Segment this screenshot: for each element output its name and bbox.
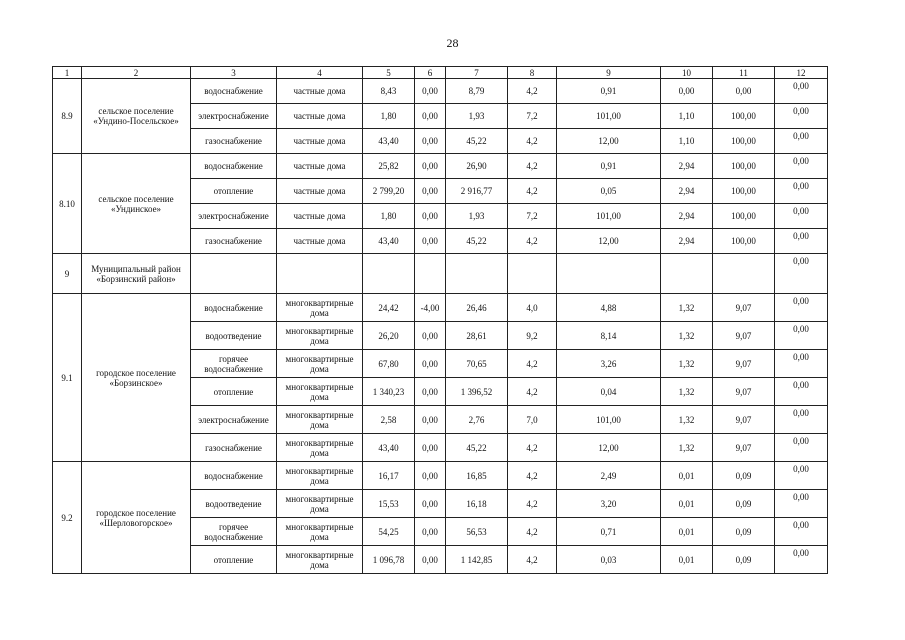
section-code-cell: 8.10 [53,154,82,254]
value-cell-col8: 4,2 [508,79,557,104]
service-cell: электроснабжение [191,204,277,229]
settlement-name-cell: городское поселение «Борзинское» [82,294,191,462]
value-cell-col11: 100,00 [713,129,775,154]
value-cell-col9: 0,71 [557,518,661,546]
value-cell-col8: 4,0 [508,294,557,322]
value-cell-col11: 9,07 [713,406,775,434]
value-cell-col12: 0,00 [775,546,828,574]
value-cell-col9: 12,00 [557,434,661,462]
value-cell-col9: 2,49 [557,462,661,490]
value-cell-col10: 1,10 [661,104,713,129]
value-cell-col11: 100,00 [713,179,775,204]
value-cell-col5: 16,17 [363,462,415,490]
value-cell-col7: 1,93 [446,204,508,229]
value-cell-col7: 26,46 [446,294,508,322]
value-cell-col10: 1,32 [661,406,713,434]
value-cell-col6: 0,00 [415,79,446,104]
value-cell-col5: 43,40 [363,129,415,154]
value-cell-col9: 8,14 [557,322,661,350]
value-cell-col10: 1,32 [661,350,713,378]
value-cell-col5: 43,40 [363,434,415,462]
value-cell-col11: 100,00 [713,104,775,129]
value-cell-col8: 4,2 [508,546,557,574]
value-cell-col9: 0,04 [557,378,661,406]
value-cell-col7: 8,79 [446,79,508,104]
housing-type-cell: частные дома [277,79,363,104]
service-cell [191,254,277,294]
value-cell-col6: 0,00 [415,434,446,462]
column-number: 12 [775,67,828,79]
value-cell-col6: 0,00 [415,490,446,518]
value-cell-col8: 4,2 [508,129,557,154]
housing-type-cell: многоквартирные дома [277,378,363,406]
page-number: 28 [446,36,459,50]
value-cell-col6: 0,00 [415,154,446,179]
housing-type-cell: частные дома [277,129,363,154]
table-row [53,154,828,179]
value-cell-col6: 0,00 [415,350,446,378]
value-cell-col11: 0,00 [713,79,775,104]
service-cell: горячее водоснабжение [191,350,277,378]
value-cell-col8: 4,2 [508,378,557,406]
value-cell-col5: 8,43 [363,79,415,104]
value-cell-col7: 70,65 [446,350,508,378]
value-cell-col5: 25,82 [363,154,415,179]
value-cell-col9: 101,00 [557,204,661,229]
column-number: 4 [277,67,363,79]
service-cell: водоснабжение [191,154,277,179]
value-cell-col8: 4,2 [508,154,557,179]
value-cell-col10: 2,94 [661,179,713,204]
value-cell-col11: 9,07 [713,350,775,378]
column-number: 5 [363,67,415,79]
value-cell-col8: 4,2 [508,518,557,546]
service-cell: отопление [191,378,277,406]
value-cell-col12: 0,00 [775,490,828,518]
service-cell: водоотведение [191,322,277,350]
housing-type-cell: частные дома [277,179,363,204]
value-cell-col12: 0,00 [775,179,828,204]
column-number: 9 [557,67,661,79]
section-code-cell: 9 [53,254,82,294]
section-code-cell: 9.2 [53,462,82,574]
value-cell-col8: 4,2 [508,229,557,254]
value-cell-col6: 0,00 [415,518,446,546]
value-cell-col10: 1,32 [661,294,713,322]
value-cell-col7: 45,22 [446,129,508,154]
value-cell-col12: 0,00 [775,294,828,322]
value-cell-col10: 0,00 [661,79,713,104]
settlement-name-cell: городское поселение «Шерловогорское» [82,462,191,574]
value-cell-col8: 7,0 [508,406,557,434]
value-cell-col5 [363,254,415,294]
value-cell-col6: 0,00 [415,406,446,434]
service-cell: водоснабжение [191,79,277,104]
value-cell-col8: 7,2 [508,104,557,129]
value-cell-col11: 100,00 [713,204,775,229]
housing-type-cell: многоквартирные дома [277,434,363,462]
settlement-name-cell: сельское поселение «Ундинское» [82,154,191,254]
section-code-cell: 9.1 [53,294,82,462]
value-cell-col5: 1,80 [363,104,415,129]
value-cell-col7: 16,85 [446,462,508,490]
value-cell-col11: 9,07 [713,378,775,406]
value-cell-col5: 43,40 [363,229,415,254]
value-cell-col12: 0,00 [775,229,828,254]
data-table [52,66,828,574]
value-cell-col11: 9,07 [713,294,775,322]
table-row [53,462,828,490]
column-number: 3 [191,67,277,79]
value-cell-col12: 0,00 [775,462,828,490]
value-cell-col6: -4,00 [415,294,446,322]
value-cell-col9: 0,05 [557,179,661,204]
value-cell-col8: 9,2 [508,322,557,350]
service-cell: газоснабжение [191,434,277,462]
table-row [53,79,828,104]
value-cell-col10: 1,10 [661,129,713,154]
housing-type-cell: многоквартирные дома [277,322,363,350]
value-cell-col6: 0,00 [415,129,446,154]
value-cell-col6: 0,00 [415,229,446,254]
value-cell-col5: 1 096,78 [363,546,415,574]
value-cell-col12: 0,00 [775,378,828,406]
value-cell-col10: 1,32 [661,378,713,406]
value-cell-col5: 54,25 [363,518,415,546]
housing-type-cell: частные дома [277,104,363,129]
table-body [53,67,828,574]
value-cell-col6: 0,00 [415,378,446,406]
service-cell: электроснабжение [191,104,277,129]
value-cell-col11: 0,09 [713,462,775,490]
value-cell-col12: 0,00 [775,79,828,104]
column-number: 2 [82,67,191,79]
value-cell-col6: 0,00 [415,322,446,350]
service-cell: водоснабжение [191,294,277,322]
value-cell-col12: 0,00 [775,434,828,462]
housing-type-cell: многоквартирные дома [277,546,363,574]
value-cell-col8: 4,2 [508,462,557,490]
housing-type-cell: частные дома [277,154,363,179]
value-cell-col8: 4,2 [508,350,557,378]
value-cell-col12: 0,00 [775,350,828,378]
value-cell-col10: 1,32 [661,322,713,350]
value-cell-col11: 9,07 [713,434,775,462]
value-cell-col9: 0,91 [557,79,661,104]
value-cell-col9: 3,26 [557,350,661,378]
value-cell-col10: 0,01 [661,518,713,546]
value-cell-col10: 0,01 [661,546,713,574]
column-number: 7 [446,67,508,79]
service-cell: водоснабжение [191,462,277,490]
value-cell-col9: 0,91 [557,154,661,179]
value-cell-col12: 0,00 [775,322,828,350]
value-cell-col9: 101,00 [557,104,661,129]
value-cell-col9: 3,20 [557,490,661,518]
housing-type-cell: частные дома [277,229,363,254]
service-cell: электроснабжение [191,406,277,434]
value-cell-col8: 4,2 [508,490,557,518]
value-cell-col6: 0,00 [415,179,446,204]
value-cell-col8 [508,254,557,294]
housing-type-cell: многоквартирные дома [277,518,363,546]
value-cell-col7: 1 396,52 [446,378,508,406]
housing-type-cell: многоквартирные дома [277,490,363,518]
value-cell-col5: 26,20 [363,322,415,350]
value-cell-col6: 0,00 [415,546,446,574]
value-cell-col7: 28,61 [446,322,508,350]
service-cell: горячее водоснабжение [191,518,277,546]
column-number: 8 [508,67,557,79]
table-row [53,294,828,322]
column-number: 1 [53,67,82,79]
value-cell-col11 [713,254,775,294]
value-cell-col9: 0,03 [557,546,661,574]
value-cell-col11: 0,09 [713,490,775,518]
value-cell-col5: 67,80 [363,350,415,378]
housing-type-cell: многоквартирные дома [277,462,363,490]
service-cell: отопление [191,179,277,204]
value-cell-col9: 4,88 [557,294,661,322]
value-cell-col10: 0,01 [661,462,713,490]
section-code-cell: 8.9 [53,79,82,154]
value-cell-col12: 0,00 [775,254,828,294]
value-cell-col11: 100,00 [713,229,775,254]
value-cell-col12: 0,00 [775,104,828,129]
value-cell-col6 [415,254,446,294]
value-cell-col5: 1 340,23 [363,378,415,406]
value-cell-col11: 0,09 [713,546,775,574]
service-cell: газоснабжение [191,229,277,254]
value-cell-col7: 1 142,85 [446,546,508,574]
value-cell-col11: 100,00 [713,154,775,179]
value-cell-col9: 101,00 [557,406,661,434]
value-cell-col5: 24,42 [363,294,415,322]
value-cell-col12: 0,00 [775,518,828,546]
value-cell-col5: 2,58 [363,406,415,434]
value-cell-col5: 15,53 [363,490,415,518]
housing-type-cell: многоквартирные дома [277,406,363,434]
value-cell-col5: 1,80 [363,204,415,229]
value-cell-col5: 2 799,20 [363,179,415,204]
column-number: 11 [713,67,775,79]
housing-type-cell: многоквартирные дома [277,294,363,322]
value-cell-col6: 0,00 [415,104,446,129]
housing-type-cell [277,254,363,294]
value-cell-col8: 4,2 [508,179,557,204]
value-cell-col12: 0,00 [775,154,828,179]
column-number: 10 [661,67,713,79]
value-cell-col11: 0,09 [713,518,775,546]
value-cell-col12: 0,00 [775,129,828,154]
value-cell-col7 [446,254,508,294]
column-number: 6 [415,67,446,79]
column-number-row [53,67,828,79]
value-cell-col10: 2,94 [661,204,713,229]
service-cell: отопление [191,546,277,574]
service-cell: газоснабжение [191,129,277,154]
value-cell-col6: 0,00 [415,204,446,229]
value-cell-col7: 45,22 [446,229,508,254]
table-row [53,254,828,294]
service-cell: водоотведение [191,490,277,518]
value-cell-col9: 12,00 [557,129,661,154]
value-cell-col10: 1,32 [661,434,713,462]
value-cell-col11: 9,07 [713,322,775,350]
value-cell-col7: 45,22 [446,434,508,462]
value-cell-col6: 0,00 [415,462,446,490]
value-cell-col8: 7,2 [508,204,557,229]
value-cell-col7: 26,90 [446,154,508,179]
value-cell-col7: 56,53 [446,518,508,546]
value-cell-col10: 2,94 [661,229,713,254]
value-cell-col12: 0,00 [775,406,828,434]
value-cell-col10 [661,254,713,294]
value-cell-col7: 2,76 [446,406,508,434]
housing-type-cell: многоквартирные дома [277,350,363,378]
value-cell-col10: 2,94 [661,154,713,179]
value-cell-col7: 16,18 [446,490,508,518]
value-cell-col8: 4,2 [508,434,557,462]
value-cell-col9: 12,00 [557,229,661,254]
value-cell-col7: 1,93 [446,104,508,129]
value-cell-col7: 2 916,77 [446,179,508,204]
settlement-name-cell: сельское поселение «Ундино-Посельское» [82,79,191,154]
housing-type-cell: частные дома [277,204,363,229]
value-cell-col10: 0,01 [661,490,713,518]
value-cell-col9 [557,254,661,294]
value-cell-col12: 0,00 [775,204,828,229]
settlement-name-cell: Муниципальный район «Борзинский район» [82,254,191,294]
